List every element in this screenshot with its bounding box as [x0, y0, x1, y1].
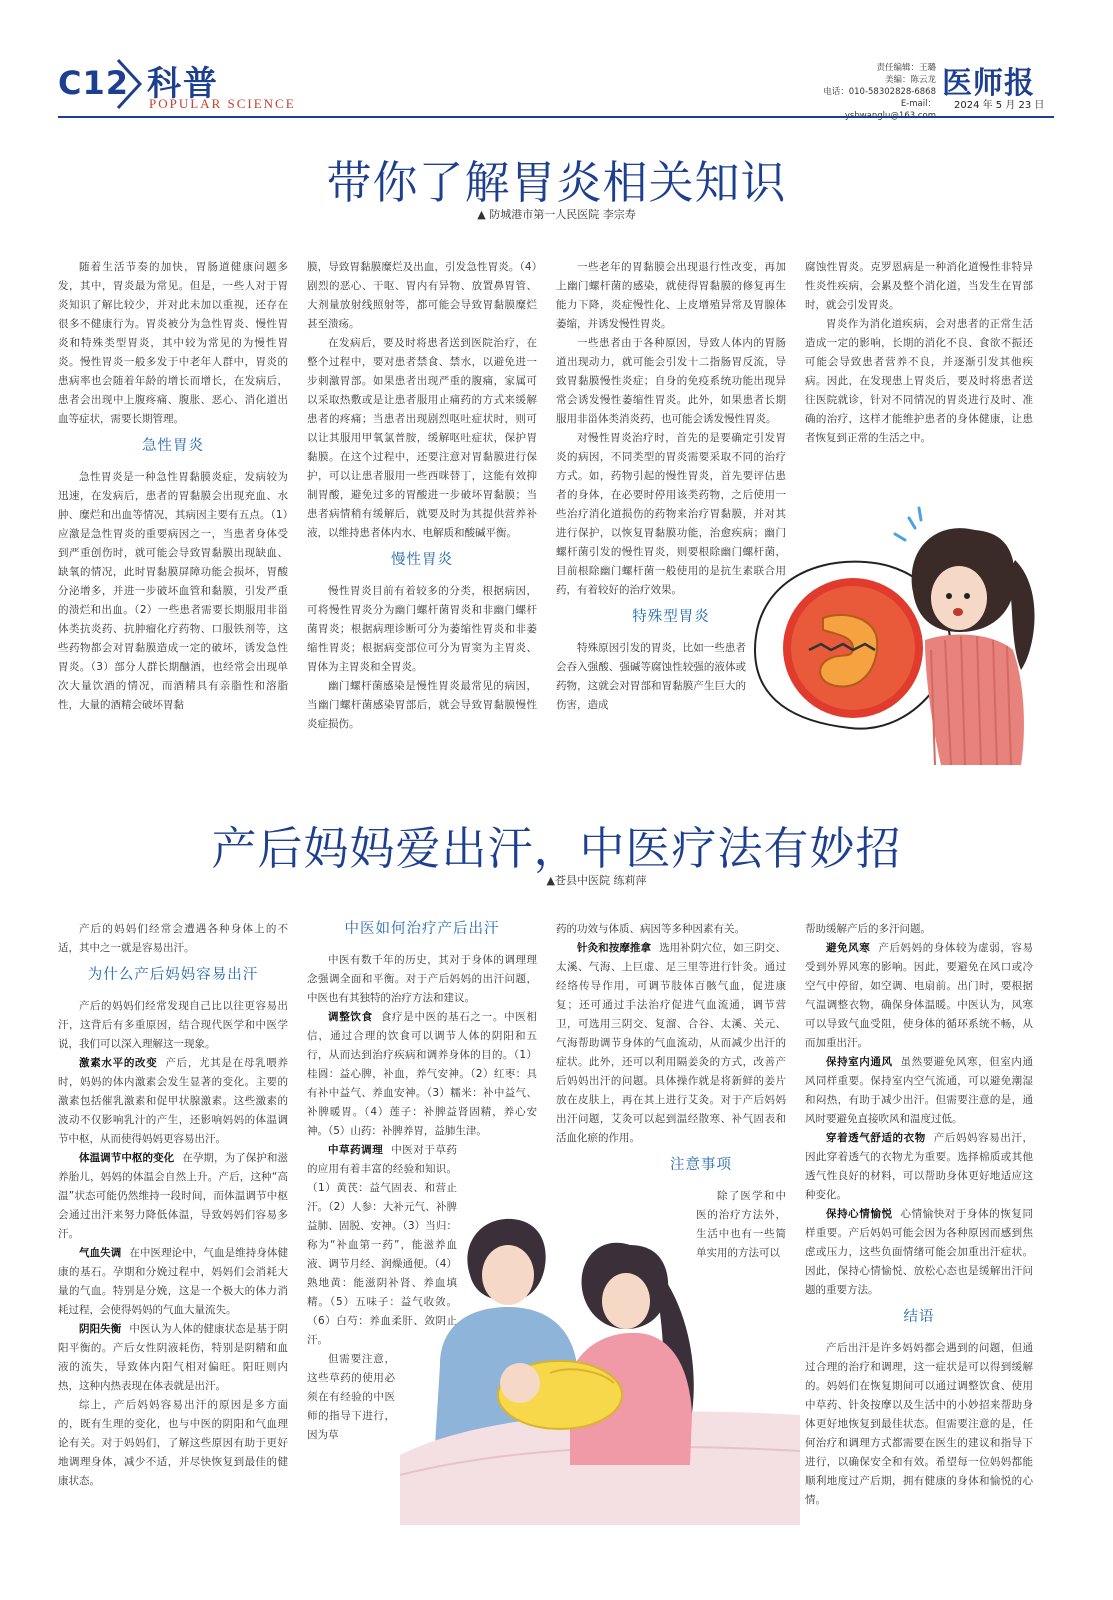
subheading-precautions: 注意事项	[670, 1157, 732, 1173]
paragraph: 产后出汗是许多妈妈都会遇到的问题，但通过合理的治疗和调理，这一症状是可以得到缓解的。妈妈们在恢复期间可以通过调整饮食、使用中草药、针灸按摩以及生活中的小妙招来帮助身体更好地恢复到最佳状态。但需要注意的是，任何治疗和调理方式都需要在医生的建议和指导下进行，以确保安全和有效。希望每一位妈妈都能顺利地度过产后期，拥有健康的身体和愉悦的心情。	[805, 1342, 1033, 1506]
paragraph: 胃炎作为消化道疾病，会对患者的正常生活造成一定的影响，长期的消化不良、食欲不振还可能会导致患者营养不良，并逐渐引发其他疾病。因此，在发现患上胃炎后，要及时将患者送往医院就诊，针对不同情况的胃炎进行及时、准确的治疗，这样才能维护患者的身体健康，让患者恢复到正常的生活之中。	[805, 318, 1033, 444]
paragraph: 在发病后，要及时将患者送到医院治疗，在整个过程中，要对患者禁食、禁水，以避免进一步刺激胃部。如果患者出现严重的腹痛，家属可以采取热敷或是让患者服用止痛药的方式来缓解患者的疼痛；当患者出现剧烈呕吐症状时，则可以让其服用甲氧氯普胺，缓解呕吐症状，保护胃黏膜。在这个过程中，还要注意对胃黏膜进行保护，可以让患者服用一些西咪替丁，这能有效抑制胃酸，避免过多的胃酸进一步破坏胃黏膜；当患者病情稍有缓解后，就要及时为其提供营养补液，以维持患者体内水、电解质和酸碱平衡。	[307, 337, 537, 539]
paragraph	[58, 1320, 288, 1396]
editor-line: E-mail：	[900, 99, 936, 109]
editor-line: 电话：010-58302828-6868	[823, 87, 936, 97]
paragraph-body: 产后妈妈容易出汗，因此穿着透气的衣物尤为重要。选择棉质或其他透气性良好的材料，可以帮助身体更好地适应这种变化。	[805, 1132, 1034, 1201]
lead-temperature: 体温调节中枢的变化	[79, 1152, 175, 1164]
subheading-chronic-gastritis: 慢性胃炎	[391, 552, 453, 568]
paragraph: 急性胃炎是一种急性胃黏膜炎症，发病较为迅速，在发病后，患者的胃黏膜会出现充血、水肿、糜烂和出血等情况，其病因主要有五点。（1）应激是急性胃炎的重要病因之一，当患者身体受到严重创伤时，就可能会导致胃黏膜出现缺血、缺氧的情况，此时胃黏膜屏障功能会损坏，胃酸分泌增多，并进一步破坏血管和黏膜，引发严重的溃烂和出血。（2）一些患者需要长期服用非甾体类抗炎药、抗肿瘤化疗药物、口服铁剂等，这些药物都会对胃黏膜造成一定的破坏，诱发急性胃炎。（3）部分人群长期酗酒，也经常会出现单次大量饮酒的情况，而酒精具有亲脂性和溶脂性，大量的酒精会破坏胃黏	[58, 471, 288, 711]
paragraph-body: 产后妈妈的身体较为虚弱，容易受到外界风寒的影响。因此，要避免在风口或冷空气中停留，如空调、电扇前。出门时，要根据气温调整衣物，确保身体温暖。中医认为，风寒可以导致气血受阻，使身体的循环系统不畅，从而加重出汗。	[805, 942, 1034, 1049]
paragraph	[58, 1054, 288, 1149]
page-number: C12	[58, 64, 130, 102]
paragraph	[805, 939, 1033, 1053]
lead-ventilation: 保持室内通风	[826, 1056, 893, 1068]
paragraph: 随着生活节奏的加快，胃肠道健康问题多发，其中，胃炎最为常见。但是，一些人对于胃炎知识了解比较少，并对此未加以重视，还存在很多不健康行为。胃炎被分为急性胃炎、慢性胃炎和特殊类型胃炎，其中较为常见的为慢性胃炎。慢性胃炎一般多发于中老年人群中，胃炎的患病率也会随着年龄的增长而增长，在发病后，患者会出现中上腹疼痛、腹胀、恶心、消化道出血等症状，需要长期管理。	[58, 261, 288, 425]
lead-avoid-wind: 避免风寒	[826, 942, 871, 954]
article2-column-4	[805, 920, 1033, 1510]
subheading-tcm-treatment: 中医如何治疗产后出汗	[344, 921, 500, 937]
header-divider	[58, 116, 1054, 118]
editor-line: 美编：陈云龙	[884, 75, 936, 85]
paragraph-body: 中医对于草药的应用有着丰富的经验和知识。（1）黄芪：益气固表、和营止汗。（2）人参：大补元气、补脾益肺、固脱、安神。（3）当归：称为“补血第一药”，能滋养血液、调节月经、润燥通便。（4）熟地黄：能滋阴补肾、养血填精。（5）五味子：益气收敛。（6）白芍：养血柔肝、敛阴止汗。	[307, 1144, 457, 1346]
stomach-ache-illustration	[745, 500, 1045, 765]
family-newborn-illustration	[400, 1205, 800, 1525]
subheading-why-sweat: 为什么产后妈妈容易出汗	[87, 967, 259, 983]
paragraph	[307, 1008, 537, 1141]
paragraph-body: 在孕期，为了保护和滋养胎儿，妈妈的体温会自然上升。产后，这种“高温”状态可能仍然维持一段时间，而体温调节中枢会通过出汗来努力降低体温，导致妈妈们容易多汗。	[58, 1152, 288, 1240]
article2-byline: ▲苍县中医院 练莉萍	[546, 874, 647, 887]
paragraph-body: 心情愉快对于身体的恢复同样重要。产后妈妈可能会因为各种原因而感到焦虑或压力，这些负面情绪可能会加重出汗症状。因此，保持心情愉悦、放松心态也是缓解出汗问题的重要方法。	[805, 1208, 1034, 1296]
paragraph-body: 虽然要避免风寒，但室内通风同样重要。保持室内空气流通，可以避免潮湿和闷热，有助于减少出汗。但需要注意的是，通风时要避免直接吹风和温度过低。	[805, 1056, 1034, 1125]
editor-info	[816, 62, 936, 122]
paragraph	[805, 1205, 1033, 1300]
paragraph-body: 选用补阴穴位，如三阴交、太溪、气海、上巨虚、足三里等进行针灸。通过经络传导作用，可调节肢体百骸气血，促进康复；还可通过手法治疗促进气血流通，调节营卫，可选用三阴交、复溜、合谷、太溪、关元、气海帮助调节身体的气血流动，从而减少出汗的症状。此外，还可以利用隔姜灸的方式，改善产后妈妈出汗的问题。具体操作就是将新鲜的姜片放在皮肤上，再在其上进行艾灸。对于产后妈妈出汗问题，艾灸可以起到温经散寒、补气固表和活血化瘀的作用。	[556, 942, 787, 1144]
subheading-conclusion: 结语	[903, 1309, 935, 1325]
article2-title: 产后妈妈爱出汗，中医疗法有妙招	[211, 822, 902, 875]
paragraph: 膜，导致胃黏膜糜烂及出血，引发急性胃炎。（4）剧烈的恶心、干呕、胃内有异物、放置鼻胃管、大剂量放射线照射等，都可能会导致胃黏膜糜烂甚至溃疡。	[307, 261, 537, 330]
paragraph	[556, 939, 786, 1148]
section-title: 科普	[147, 64, 219, 104]
paragraph: 一些老年的胃黏膜会出现退行性改变，再加上幽门螺杆菌的感染，就使得胃黏膜的修复再生能力下降，炎症慢性化、上皮增殖异常及胃腺体萎缩，并诱发慢性胃炎。	[556, 261, 786, 330]
paragraph	[58, 1244, 288, 1320]
paragraph: 幽门螺杆菌感染是慢性胃炎最常见的病因，当幽门螺杆菌感染胃部后，就会导致胃黏膜慢性炎症损伤。	[307, 680, 537, 730]
paragraph: 特殊原因引发的胃炎，比如一些患者会吞入强酸、强碱等腐蚀性较强的液体或药物，这就会对胃部和胃黏膜产生巨大的伤害，造成	[556, 642, 746, 711]
subheading-acute-gastritis: 急性胃炎	[142, 438, 204, 454]
lead-acupuncture: 针灸和按摩推拿	[577, 942, 652, 954]
paragraph: 一些患者由于各种原因，导致人体内的胃肠道出现动力，就可能会引发十二指肠胃反流，导致胃黏膜慢性炎症；自身的免疫系统功能出现异常会诱发慢性萎缩性胃炎。此外，如果患者长期服用非甾体类消炎药，也可能会诱发慢性胃炎。	[556, 337, 786, 425]
paragraph-body: 食疗是中医的基石之一。中医相信，通过合理的饮食可以调节人体的阴阳和五行，从而达到治疗疾病和调养身体的目的。（1）桂圆：益心脾，补血，养气安神。（2）红枣：具有补中益气、养血安神。（3）糯米：补中益气、补脾暖胃。（4）莲子：补脾益肾固精，养心安神。（5）山药：补脾养胃，益肺生津。	[307, 1011, 538, 1137]
paragraph	[58, 1149, 288, 1244]
paragraph	[805, 1129, 1033, 1205]
paragraph: 除了医学和中医的治疗方法外，生活中也有一些简单实用的方法可以	[696, 1190, 786, 1259]
issue-date: 2024 年 5 月 23 日	[954, 100, 1045, 111]
lead-herbs: 中草药调理	[328, 1144, 384, 1156]
lead-diet: 调整饮食	[328, 1011, 373, 1023]
paragraph-body: 产后，尤其是在母乳喂养时，妈妈的体内激素会发生显著的变化。主要的激素包括催乳激素和促甲状腺激素。这些激素的波动不仅影响乳汁的产生，还影响妈妈的体温调节中枢，从而使得妈妈更容易出汗。	[58, 1057, 289, 1145]
paragraph: 综上，产后妈妈容易出汗的原因是多方面的，既有生理的变化，也与中医的阴阳和气血理论有关。对于妈妈们，了解这些原因有助于更好地调理身体，减少不适，并尽快恢复到最佳的健康状态。	[58, 1399, 288, 1487]
paragraph	[805, 1053, 1033, 1129]
paragraph-body: 中医认为人体的健康状态是基于阴阳平衡的。产后女性阴液耗伤，特别是阴精和血液的流失，导致体内阳气相对偏旺。阳旺则内热，这种内热表现在体表就是出汗。	[58, 1323, 289, 1392]
paragraph: 产后的妈妈们经常会遭遇各种身体上的不适，其中之一就是容易出汗。	[58, 923, 288, 954]
chevron-right-icon	[114, 58, 144, 110]
article1-byline: ▲ 防城港市第一人民医院 李宗寿	[477, 208, 636, 221]
article1-column-2	[307, 258, 537, 734]
editor-line: 责任编辑：王璐	[876, 63, 936, 73]
subheading-special-gastritis: 特殊型胃炎	[632, 609, 710, 625]
section-subtitle: POPULAR SCIENCE	[149, 96, 296, 111]
lead-yin-yang: 阴阳失衡	[79, 1323, 122, 1335]
paragraph-body: 在中医理论中，气血是维持身体健康的基石。孕期和分娩过程中，妈妈们会消耗大量的气血。特别是分娩，这是一个极大的体力消耗过程，会使得妈妈的气血大量流失。	[58, 1247, 289, 1316]
article1-column-1	[58, 258, 288, 715]
article2-column-1	[58, 920, 288, 1491]
paragraph: 中医有数千年的历史，其对于身体的调理理念强调全面和平衡。对于产后妈妈的出汗问题，中医也有其独特的治疗方法和建议。	[307, 954, 537, 1004]
article1-title: 带你了解胃炎相关知识	[326, 156, 787, 209]
masthead-logo: 医师报	[942, 66, 1035, 101]
article1-column-4	[805, 258, 1033, 448]
lead-hormone: 激素水平的改变	[79, 1057, 158, 1069]
paragraph: 帮助缓解产后的多汗问题。	[805, 923, 931, 935]
paragraph: 产后的妈妈们经常发现自己比以往更容易出汗，这背后有多重原因，结合现代医学和中医学说，我们可以深入理解这一现象。	[58, 1000, 288, 1050]
lead-mood: 保持心情愉悦	[826, 1208, 893, 1220]
lead-clothing: 穿着透气舒适的衣物	[826, 1132, 926, 1144]
paragraph: 但需要注意，这些草药的使用必须在有经验的中医师的指导下进行，因为草	[307, 1353, 395, 1441]
paragraph: 药的功效与体质、病因等多种因素有关。	[556, 923, 745, 935]
lead-qi-blood: 气血失调	[79, 1247, 122, 1259]
paragraph: 对慢性胃炎治疗时，首先的是要确定引发胃炎的病因，不同类型的胃炎需要采取不同的治疗方式。如，药物引起的慢性胃炎，首先要评估患者的身体，在必要时停用该类药物，之后使用一些治疗消化道损伤的药物来治疗胃黏膜，并对其进行保护，以恢复胃黏膜功能，治愈疾病；幽门螺杆菌引发的慢性胃炎，则要根除幽门螺杆菌，目前根除幽门螺杆菌一般使用的是抗生素联合用药，有着较好的治疗效果。	[556, 432, 786, 596]
paragraph: 腐蚀性胃炎。克罗恩病是一种消化道慢性非特异性炎性疾病，会累及整个消化道，当发生在胃部时，就会引发胃炎。	[805, 261, 1033, 311]
paragraph: 慢性胃炎目前有着较多的分类，根据病因，可将慢性胃炎分为幽门螺杆菌胃炎和非幽门螺杆菌胃炎；根据病理诊断可分为萎缩性胃炎和非萎缩性胃炎；根据病变部位可分为胃窦为主胃炎、胃体为主胃炎和全胃炎。	[307, 585, 537, 673]
